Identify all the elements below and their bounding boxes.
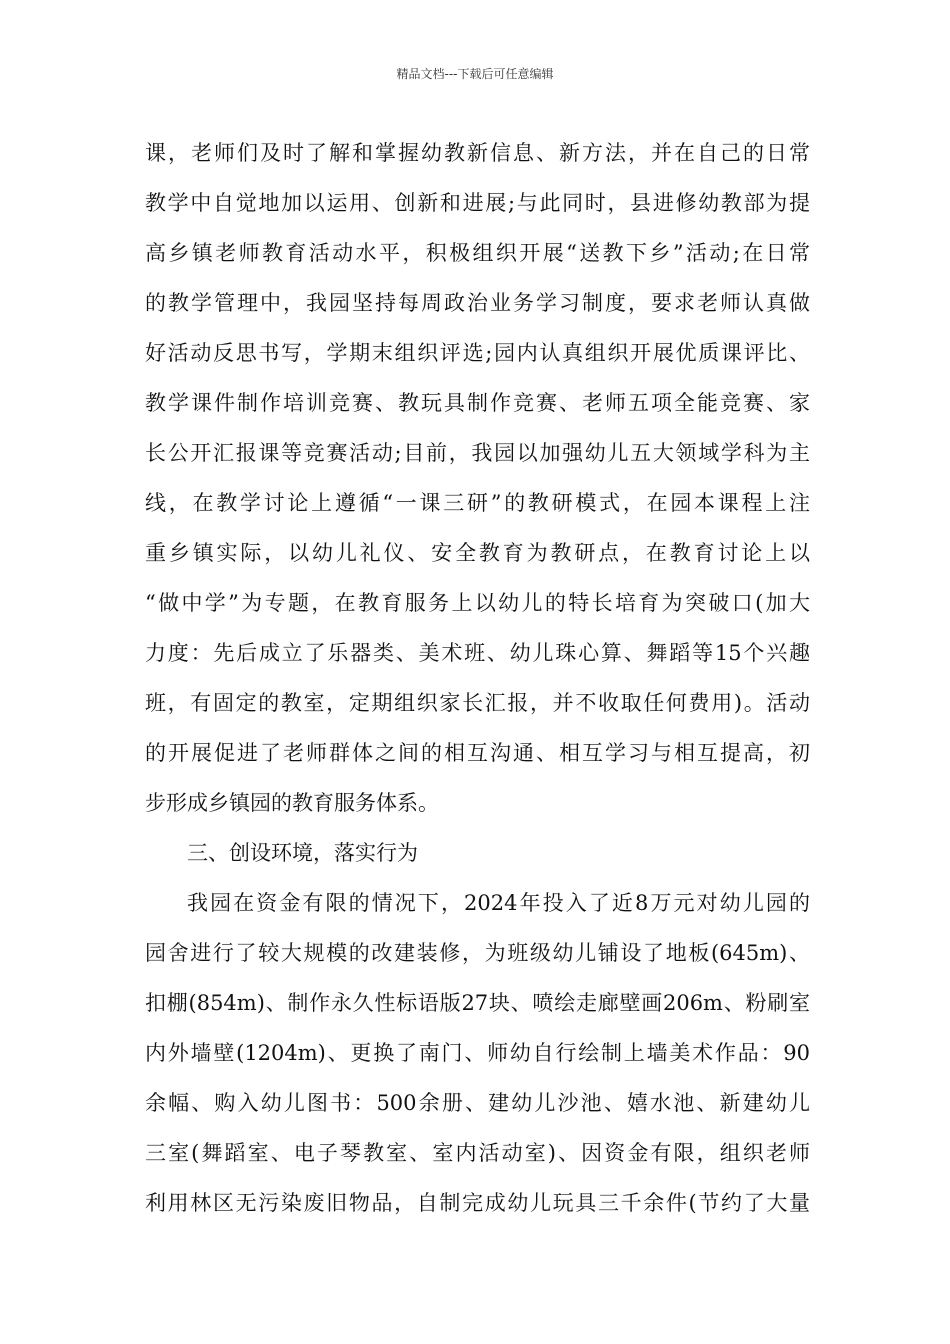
paragraph-line: 高乡镇老师教育活动水平，积极组织开展“送教下乡”活动;在日常 — [145, 241, 810, 265]
paragraph-line: 的开展促进了老师群体之间的相互沟通、相互学习与相互提高，初 — [145, 741, 810, 765]
paragraph-line: 扣棚(854m)、制作永久性标语版27块、喷绘走廊壁画206m、粉刷室 — [145, 991, 810, 1015]
paragraph-line: 课，老师们及时了解和掌握幼教新信息、新方法，并在自己的日常 — [145, 141, 810, 165]
paragraph-line: 利用林区无污染废旧物品，自制完成幼儿玩具三千余件(节约了大量 — [145, 1191, 810, 1215]
paragraph-line: “做中学”为专题，在教育服务上以幼儿的特长培育为突破口(加大 — [145, 591, 810, 615]
paragraph-line: 班，有固定的教室，定期组织家长汇报，并不收取任何费用)。活动 — [145, 691, 810, 715]
paragraph-line: 我园在资金有限的情况下，2024年投入了近8万元对幼儿园的 — [187, 891, 810, 915]
section-heading: 三、创设环境，落实行为 — [187, 841, 418, 865]
paragraph-line: 线，在教学讨论上遵循“一课三研”的教研模式，在园本课程上注 — [145, 491, 810, 515]
paragraph-line: 力度：先后成立了乐器类、美术班、幼儿珠心算、舞蹈等15个兴趣 — [145, 641, 810, 665]
paragraph-line: 内外墙壁(1204m)、更换了南门、师幼自行绘制上墙美术作品：90 — [145, 1041, 810, 1065]
paragraph-line: 重乡镇实际，以幼儿礼仪、安全教育为教研点，在教育讨论上以 — [145, 541, 810, 565]
paragraph-line: 三室(舞蹈室、电子琴教室、室内活动室)、因资金有限，组织老师 — [145, 1141, 810, 1165]
paragraph-line: 余幅、购入幼儿图书：500余册、建幼儿沙池、嬉水池、新建幼儿 — [145, 1091, 810, 1115]
paragraph-line: 的教学管理中，我园坚持每周政治业务学习制度，要求老师认真做 — [145, 291, 810, 315]
paragraph-line: 教学中自觉地加以运用、创新和进展;与此同时，县进修幼教部为提 — [145, 191, 810, 215]
paragraph-line: 园舍进行了较大规模的改建装修，为班级幼儿铺设了地板(645m)、 — [145, 941, 810, 965]
paragraph-line: 好活动反思书写，学期末组织评选;园内认真组织开展优质课评比、 — [145, 341, 810, 365]
page-header: 精品文档---下载后可任意编辑 — [396, 67, 554, 81]
paragraph-line: 教学课件制作培训竞赛、教玩具制作竞赛、老师五项全能竞赛、家 — [145, 391, 810, 415]
paragraph-line: 步形成乡镇园的教育服务体系。 — [145, 791, 439, 815]
body-text — [145, 128, 810, 1228]
paragraph-line: 长公开汇报课等竞赛活动;目前，我园以加强幼儿五大领域学科为主 — [145, 441, 810, 465]
